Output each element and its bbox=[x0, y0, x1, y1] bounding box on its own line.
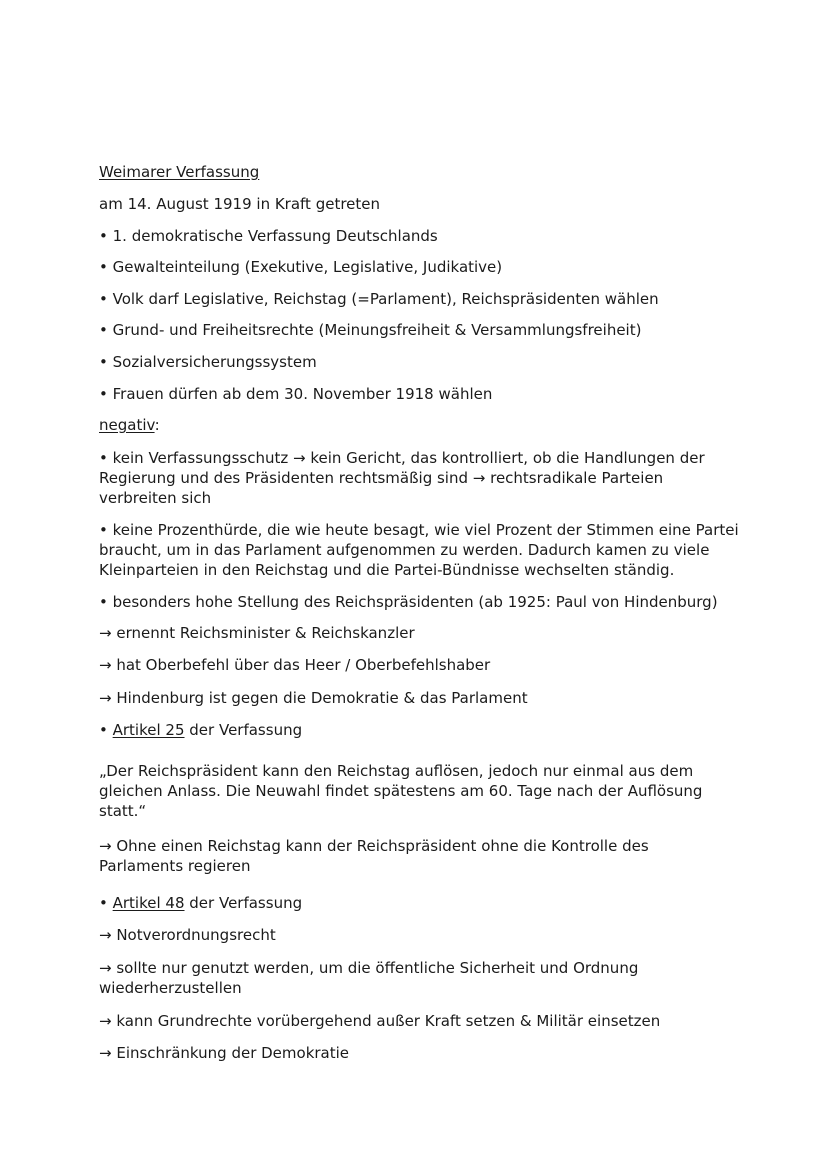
text-line: verbreiten sich bbox=[99, 489, 212, 507]
text-line: → Ohne einen Reichstag kann der Reichspräsident ohne die Kontrolle des bbox=[99, 837, 649, 855]
artikel-25-reference: Artikel 25 bbox=[112, 721, 185, 739]
sub-point: → Notverordnungsrecht bbox=[99, 926, 276, 944]
negative-heading bbox=[99, 415, 160, 435]
text-line: braucht, um in das Parlament aufgenommen zu werden. Dadurch kamen zu viele bbox=[99, 541, 710, 559]
document-title: Weimarer Verfassung bbox=[99, 163, 260, 181]
bullet: • bbox=[99, 894, 113, 912]
artikel-48-reference: Artikel 48 bbox=[112, 894, 185, 912]
list-item: • Volk darf Legislative, Reichstag (=Parlament), Reichspräsidenten wählen bbox=[99, 290, 659, 308]
list-item: • Sozialversicherungssystem bbox=[99, 353, 317, 371]
list-item: • Frauen dürfen ab dem 30. November 1918 wählen bbox=[99, 385, 493, 403]
text-line: Parlaments regieren bbox=[99, 857, 251, 875]
bullet: • bbox=[99, 721, 113, 739]
text-line: wiederherzustellen bbox=[99, 979, 242, 997]
list-item: • Grund- und Freiheitsrechte (Meinungsfreiheit & Versammlungsfreiheit) bbox=[99, 321, 642, 339]
artikel-48-line bbox=[99, 893, 302, 913]
negative-point-verfassungsschutz bbox=[99, 448, 739, 508]
text-line: Kleinparteien in den Reichstag und die Partei-Bündnisse wechselten ständig. bbox=[99, 561, 675, 579]
quote-consequence bbox=[99, 836, 739, 876]
sub-point-sicherheit bbox=[99, 958, 739, 998]
text-line: „Der Reichspräsident kann den Reichstag auflösen, jedoch nur einmal aus dem bbox=[99, 762, 694, 780]
sub-point: → hat Oberbefehl über das Heer / Oberbefehlshaber bbox=[99, 656, 491, 674]
text-line: • kein Verfassungsschutz → kein Gericht, das kontrolliert, ob die Handlungen der bbox=[99, 449, 705, 467]
list-item: • 1. demokratische Verfassung Deutschlands bbox=[99, 227, 438, 245]
artikel-25-rest: der Verfassung bbox=[184, 721, 303, 739]
text-line: statt.“ bbox=[99, 802, 147, 820]
date-line: am 14. August 1919 in Kraft getreten bbox=[99, 195, 381, 213]
sub-point: → Hindenburg ist gegen die Demokratie & das Parlament bbox=[99, 689, 528, 707]
negative-heading-text: negativ bbox=[99, 416, 155, 434]
text-line: Regierung und des Präsidenten rechtsmäßig sind → rechtsradikale Parteien bbox=[99, 469, 664, 487]
negative-point-reichspraesident: • besonders hohe Stellung des Reichspräsidenten (ab 1925: Paul von Hindenburg) bbox=[99, 593, 718, 611]
text-line: • keine Prozenthürde, die wie heute besagt, wie viel Prozent der Stimmen eine Partei bbox=[99, 521, 739, 539]
sub-point: → Einschränkung der Demokratie bbox=[99, 1044, 350, 1062]
list-item: • Gewalteinteilung (Exekutive, Legislative, Judikative) bbox=[99, 258, 503, 276]
negative-heading-colon: : bbox=[154, 416, 160, 434]
artikel-25-line bbox=[99, 720, 302, 740]
text-line: gleichen Anlass. Die Neuwahl findet spätestens am 60. Tage nach der Auflösung bbox=[99, 782, 703, 800]
artikel-48-rest: der Verfassung bbox=[184, 894, 303, 912]
sub-point: → ernennt Reichsminister & Reichskanzler bbox=[99, 624, 415, 642]
sub-point: → kann Grundrechte vorübergehend außer Kraft setzen & Militär einsetzen bbox=[99, 1012, 661, 1030]
artikel-25-quote bbox=[99, 761, 739, 821]
negative-point-prozenthuerde bbox=[99, 520, 739, 580]
text-line: → sollte nur genutzt werden, um die öffentliche Sicherheit und Ordnung bbox=[99, 959, 639, 977]
